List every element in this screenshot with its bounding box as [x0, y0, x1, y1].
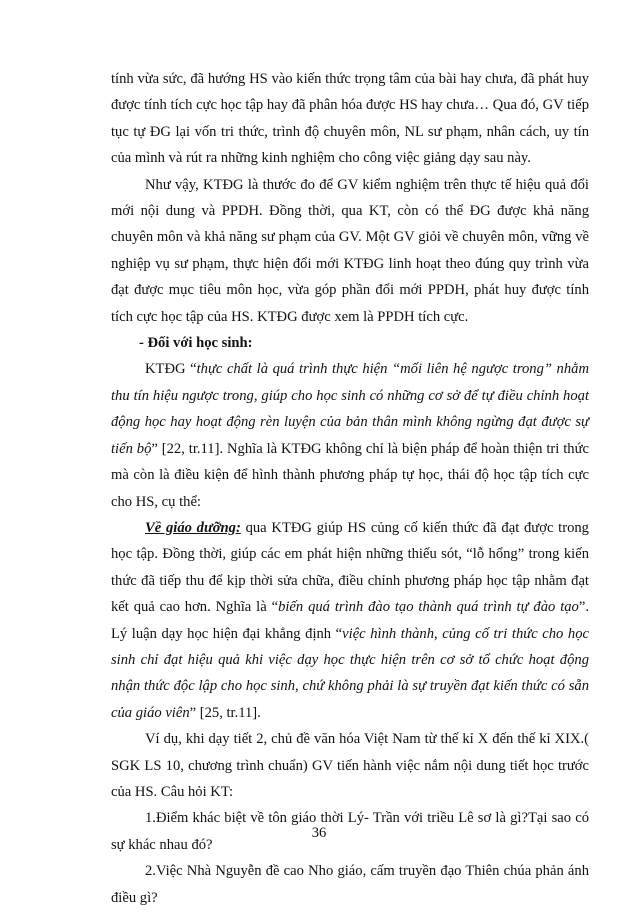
paragraph-4-quote-1: biến quá trình đào tạo thành quá trình tự đào tạo	[278, 599, 579, 616]
paragraph-3-tail: ” [22, tr.11]. Nghĩa là KTĐG không chỉ là biện pháp để hoàn thiện tri thức mà còn là điều kiện để hình thành phương pháp tự học, thái độ học tập tích cực cho HS, cụ thể:	[111, 440, 589, 510]
paragraph-3	[111, 356, 589, 514]
page-number: 36	[311, 825, 327, 841]
paragraph-4-text-c: ” [25, tr.11].	[189, 704, 261, 721]
paragraph-3-lead: KTĐG “	[145, 361, 197, 378]
paragraph-4-label: Về giáo dưỡng:	[145, 519, 241, 536]
paragraph-4	[111, 515, 589, 726]
paragraph-4-text-a: qua KTĐG giúp HS củng cố kiến thức đã đạt được trong học tập. Đồng thời, giúp các em phát hiện những thiếu sót, “lỗ hổng” trong kiến thức đã tiếp thu để kịp thời sửa chữa, điều chỉnh phương pháp học tập nhằm đạt kết quả cao hơn. Nghĩa là “	[111, 519, 589, 616]
paragraph-1: tính vừa sức, đã hướng HS vào kiến thức trọng tâm của bài hay chưa, đã phát huy được tính tích cực học tập hay đã phân hóa được HS hay chưa… Qua đó, GV tiếp tục tự ĐG lại vốn tri thức, trình độ chuyên môn, NL sư phạm, nhân cách, uy tín của mình và rút ra những kinh nghiệm cho công việc giảng dạy sau này.	[111, 71, 589, 167]
body-text	[111, 66, 589, 911]
paragraph-3-quote: thực chất là quá trình thực hiện “mối liên hệ ngược trong” nhằm thu tín hiệu ngược trong, giúp cho học sinh có những cơ sở để tự điều chỉnh hoạt động học hay hoạt động rèn luyện của bản thân mình không ngừng đạt được sự tiến bộ	[111, 361, 589, 457]
section-heading: - Đối với học sinh:	[139, 335, 253, 352]
paragraph-5: Ví dụ, khi dạy tiết 2, chủ đề văn hóa Việt Nam từ thế kỉ X đến thế kỉ XIX.( SGK LS 10, chương trình chuẩn) GV tiến hành việc nắm nội dung tiết học trước của HS. Câu hỏi KT:	[111, 731, 589, 800]
paragraph-2: Như vậy, KTĐG là thước đo để GV kiểm nghiệm trên thực tế hiệu quả đổi mới nội dung và PPDH. Đồng thời, qua KT, còn có thể ĐG được khả năng chuyên môn và khả năng sư phạm của GV. Một GV giỏi về chuyên môn, vững về nghiệp vụ sư phạm, thực hiện đổi mới KTĐG linh hoạt theo đúng quy trình vừa đạt được mục tiêu môn học, vừa góp phần đổi mới PPDH, phát huy được tính tích cực học tập của HS. KTĐG được xem là PPDH tích cực.	[111, 176, 589, 325]
question-1: 1.Điểm khác biệt về tôn giáo thời Lý- Trần với triều Lê sơ là gì?Tại sao có sự khác nhau đó?	[111, 810, 589, 853]
paragraph-4-quote-2: việc hình thành, củng cố tri thức cho học sinh chỉ đạt hiệu quả khi việc dạy học thực hiện trên cơ sở tổ chức hoạt động nhận thức độc lập cho học sinh, chứ không phải là sự truyền đạt kiến thức có sẵn của giáo viên	[111, 625, 589, 721]
question-2: 2.Việc Nhà Nguyễn đề cao Nho giáo, cấm truyền đạo Thiên chúa phản ánh điều gì?	[111, 863, 589, 906]
paragraph-4-text-b: ”. Lý luận dạy học hiện đại khẳng định “	[111, 599, 589, 642]
